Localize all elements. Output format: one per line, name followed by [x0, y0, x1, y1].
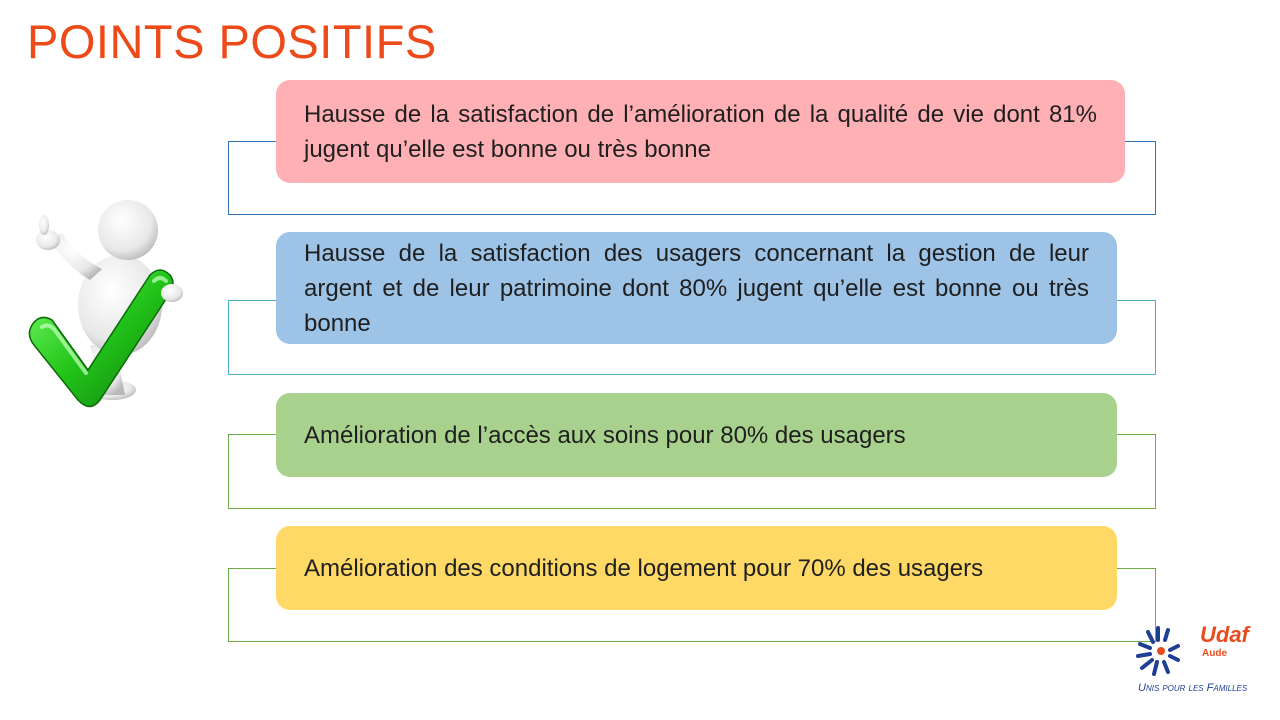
- logo-brand: Udaf: [1200, 622, 1249, 647]
- item-2-card: [276, 232, 1117, 344]
- item-2-text: Hausse de la satisfaction des usagers concernant la gestion de leur argent et de leur patrimoine dont 80% jugent qu’elle est bonne ou très bonne: [304, 239, 1089, 337]
- item-4-text: Amélioration des conditions de logement pour 70% des usagers: [304, 554, 984, 582]
- udaf-family-logo-icon: [1128, 620, 1198, 680]
- item-4-card: [276, 526, 1117, 610]
- item-3-text: Amélioration de l’accès aux soins pour 80% des usagers: [304, 421, 906, 449]
- item-1-card: [276, 80, 1125, 183]
- item-1-text: Hausse de la satisfaction de l’amélioration de la qualité de vie dont 81% jugent qu’elle est bonne ou très bonne: [304, 100, 1097, 163]
- udaf-logo: [1128, 620, 1268, 710]
- item-3-card: [276, 393, 1117, 477]
- logo-tagline: Unis pour les Familles: [1138, 682, 1248, 694]
- slide-title: POINTS POSITIFS: [27, 15, 437, 68]
- logo-region: Aude: [1202, 648, 1227, 659]
- thumbs-up-checkmark-figure-icon: [20, 195, 200, 415]
